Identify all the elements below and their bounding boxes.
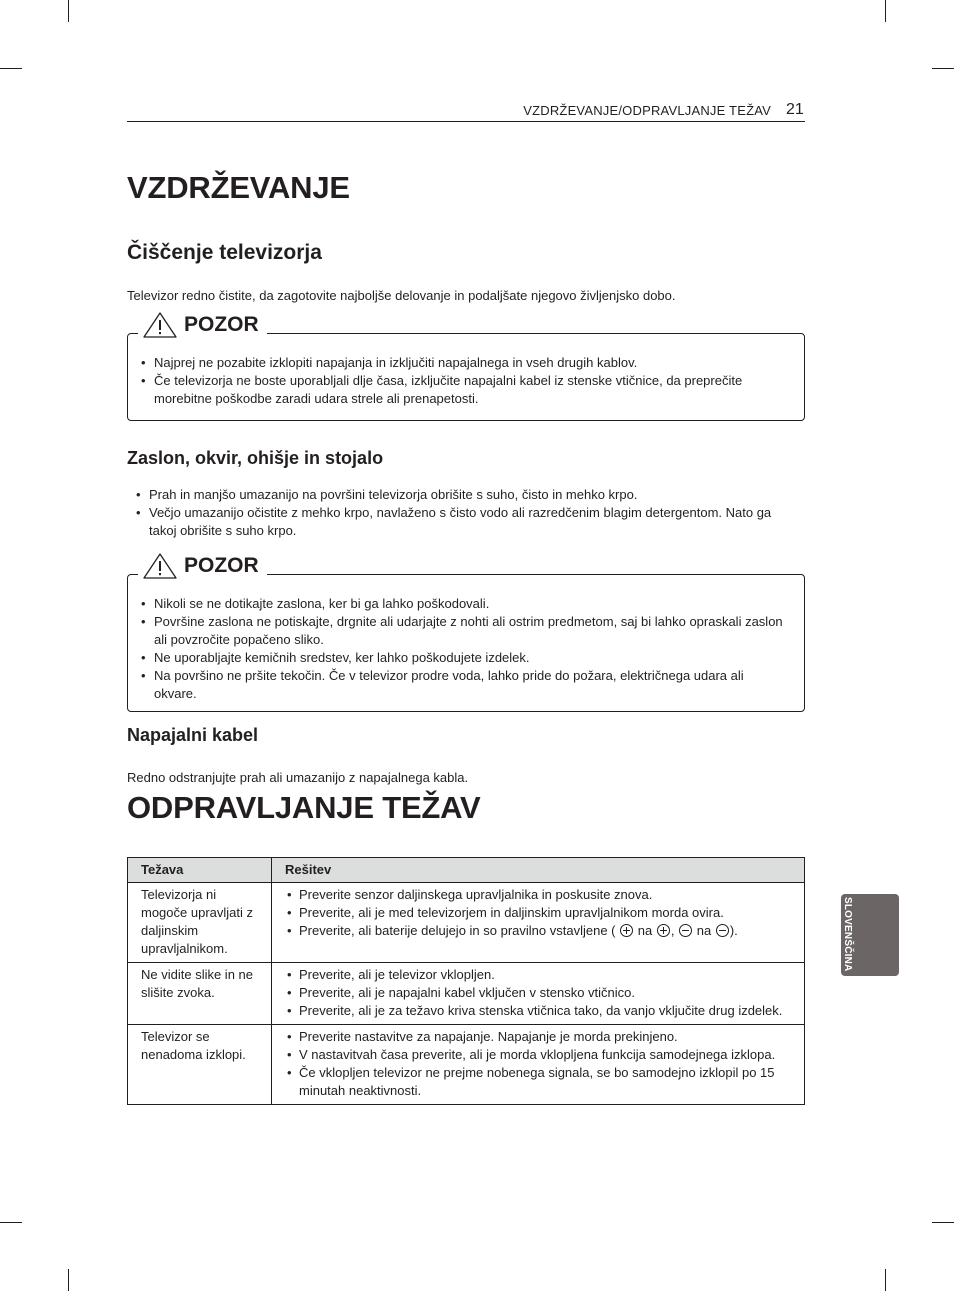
- column-header-solution: Rešitev: [272, 858, 805, 883]
- crop-mark: [885, 0, 886, 22]
- list-item: • Ne uporabljajte kemičnih sredstev, ker lahko poškodujete izdelek.: [140, 649, 788, 667]
- solution-cell: [272, 1025, 805, 1105]
- problem-cell: Televizor se nenadoma izklopi.: [128, 1025, 272, 1105]
- list-item: • Če vklopljen televizor ne prejme nobenega signala, se bo samodejno izklopil po 15 minutah neaktivnosti.: [286, 1064, 790, 1100]
- list-item: • Preverite nastavitve za napajanje. Napajanje je morda prekinjeno.: [286, 1028, 790, 1046]
- caution-box: [127, 313, 805, 421]
- crop-mark: [0, 1222, 22, 1223]
- minus-circle-icon: [716, 924, 729, 937]
- solution-cell: [272, 963, 805, 1025]
- caution-list: [140, 354, 788, 408]
- language-tab-label: SLOVENŠČINA: [842, 897, 853, 972]
- troubleshooting-title: ODPRAVLJANJE TEŽAV: [127, 790, 481, 825]
- table-row: [128, 883, 805, 963]
- list-item: • Preverite, ali je za težavo kriva stenska vtičnica tako, da vanjo vključite drug izdelek.: [286, 1002, 790, 1020]
- crop-mark: [885, 1269, 886, 1291]
- language-tab: [841, 894, 899, 976]
- caution-title: POZOR: [184, 554, 259, 577]
- crop-mark: [68, 1269, 69, 1291]
- plus-circle-icon: [620, 924, 633, 937]
- warning-triangle-icon: [142, 311, 178, 339]
- crop-mark: [0, 68, 22, 69]
- crop-mark: [932, 68, 954, 69]
- list-item: • Preverite, ali je televizor vklopljen.: [286, 966, 790, 984]
- problem-cell: Ne vidite slike in ne slišite zvoka.: [128, 963, 272, 1025]
- list-item: [286, 922, 790, 940]
- screen-heading: Zaslon, okvir, ohišje in stojalo: [127, 448, 384, 468]
- battery-text: na: [696, 923, 712, 938]
- list-item: • Prah in manjšo umazanijo na površini televizorja obrišite s suho, čisto in mehko krpo.: [135, 486, 795, 504]
- cleaning-heading: Čiščenje televizorja: [127, 241, 322, 264]
- power-cable-text: Redno odstranjujte prah ali umazanijo z napajalnega kabla.: [127, 770, 469, 785]
- warning-triangle-icon: [142, 552, 178, 580]
- troubleshooting-table: [127, 857, 805, 1105]
- caution-header: [138, 310, 267, 340]
- power-cable-heading: Napajalni kabel: [127, 725, 259, 745]
- solution-list: [286, 966, 790, 1020]
- screen-cleaning-list: [135, 486, 795, 540]
- maintenance-title: VZDRŽEVANJE: [127, 170, 350, 205]
- caution-title: POZOR: [184, 313, 259, 336]
- crop-mark: [68, 0, 69, 22]
- list-item: • Večjo umazanijo očistite z mehko krpo, navlaženo s čisto vodo ali razredčenim blagim detergentom. Nato ga takoj obrišite s suho krpo.: [135, 504, 795, 540]
- solution-list: [286, 886, 790, 940]
- cleaning-intro: Televizor redno čistite, da zagotovite najboljše delovanje in podaljšate njegovo življenjsko dobo.: [127, 288, 676, 303]
- battery-text: Preverite, ali baterije delujejo in so pravilno vstavljene (: [299, 923, 616, 938]
- table-header-row: [128, 858, 805, 883]
- solution-list: [286, 1028, 790, 1100]
- battery-text: ).: [729, 923, 738, 938]
- caution-header: [138, 551, 267, 581]
- plus-circle-icon: [657, 924, 670, 937]
- column-header-problem: Težava: [128, 858, 272, 883]
- table-row: [128, 963, 805, 1025]
- crop-mark: [932, 1222, 954, 1223]
- table-row: [128, 1025, 805, 1105]
- list-item: • Na površino ne pršite tekočin. Če v televizor prodre voda, lahko pride do požara, električnega udara ali okvare.: [140, 667, 788, 703]
- running-header: VZDRŽEVANJE/ODPRAVLJANJE TEŽAV: [523, 103, 771, 118]
- list-item: • Preverite senzor daljinskega upravljalnika in poskusite znova.: [286, 886, 790, 904]
- list-item: • Površine zaslona ne potiskajte, drgnite ali udarjajte z nohti ali ostrim predmetom, saj bi lahko opraskali zaslon ali povzročite popačeno sliko.: [140, 613, 788, 649]
- header-rule: [127, 121, 805, 122]
- list-item: • V nastavitvah časa preverite, ali je morda vklopljena funkcija samodejnega izklopa.: [286, 1046, 790, 1064]
- page-number: 21: [786, 101, 804, 118]
- problem-cell: Televizorja ni mogoče upravljati z daljinskim upravljalnikom.: [128, 883, 272, 963]
- battery-text: ,: [670, 923, 675, 938]
- list-item: • Preverite, ali je napajalni kabel vključen v stensko vtičnico.: [286, 984, 790, 1002]
- list-item: • Preverite, ali je med televizorjem in daljinskim upravljalnikom morda ovira.: [286, 904, 790, 922]
- list-item: • Najprej ne pozabite izklopiti napajanja in izključiti napajalnega in vseh drugih kablov.: [140, 354, 788, 372]
- minus-circle-icon: [679, 924, 692, 937]
- battery-text: na: [637, 923, 653, 938]
- caution-box: [127, 554, 805, 712]
- solution-cell: [272, 883, 805, 963]
- caution-list: [140, 595, 788, 703]
- list-item: • Če televizorja ne boste uporabljali dlje časa, izključite napajalni kabel iz stenske vtičnice, da preprečite morebitne poškodbe zaradi udara strele ali prenapetosti.: [140, 372, 788, 408]
- list-item: • Nikoli se ne dotikajte zaslona, ker bi ga lahko poškodovali.: [140, 595, 788, 613]
